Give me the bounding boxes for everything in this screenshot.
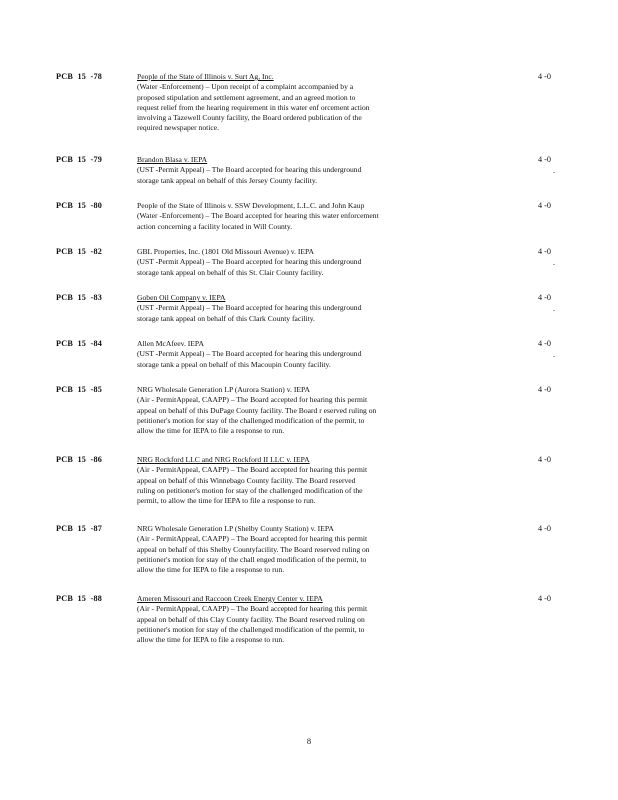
case-number: PCB 15 -79 bbox=[56, 155, 103, 164]
case-title: People of the State of Illinois v. SSW Development, L.L.C. and John Kaup bbox=[137, 201, 365, 210]
case-description-line: (UST -Permit Appeal) – The Board accepted for hearing this underground bbox=[137, 257, 362, 267]
case-description-line: (Air - PermitAppeal, CAAPP) – The Board accepted for hearing this permit bbox=[137, 465, 368, 475]
case-description-line: appeal on behalf of this Shelby Countyfacility. The Board reserved ruling on bbox=[137, 544, 370, 554]
case-title: NRG Wholesale Generation LP (Aurora Station) v. IEPA bbox=[137, 385, 311, 394]
vote-tally: 4 -0 bbox=[538, 155, 551, 164]
vote-tally: 4 -0 bbox=[538, 72, 551, 81]
vote-mark: . bbox=[553, 350, 555, 359]
case-description bbox=[137, 339, 457, 370]
vote-tally: 4 -0 bbox=[538, 201, 551, 210]
vote-tally: 4 -0 bbox=[538, 293, 551, 302]
vote-tally: 4 -0 bbox=[538, 339, 551, 348]
case-description-line: petitioner's motion for stay of the chall enged modification of the permit, to bbox=[137, 554, 367, 564]
case-number: PCB 15 -88 bbox=[56, 594, 103, 603]
vote-tally: 4 -0 bbox=[538, 594, 551, 603]
case-description-line: involving a Tazewell County facility, the Board ordered publication of the bbox=[137, 113, 362, 123]
case-description-line: appeal on behalf of this Winnebago County facility. The Board reserved bbox=[137, 475, 356, 485]
vote-tally: 4 -0 bbox=[538, 524, 551, 533]
case-description-line: (UST -Permit Appeal) – The Board accepted for hearing this underground bbox=[137, 349, 362, 359]
case-description-line: appeal on behalf of this Clay County facility. The Board reserved ruling on bbox=[137, 614, 365, 624]
vote-tally: 4 -0 bbox=[538, 455, 551, 464]
case-number: PCB 15 -84 bbox=[56, 339, 103, 348]
case-description-line: (Air - PermitAppeal, CAAPP) – The Board accepted for hearing this permit bbox=[137, 534, 368, 544]
case-description-line: (Water -Enforcement) – Upon receipt of a complaint accompanied by a bbox=[137, 82, 354, 92]
case-description-line: required newspaper notice. bbox=[137, 123, 220, 133]
case-description-line: petitioner's motion for stay of the challenged modification of the permit, to bbox=[137, 415, 365, 425]
case-description-line: proposed stipulation and settlement agreement, and an agreed motion to bbox=[137, 92, 356, 102]
case-description-line: request relief from the hearing requirement in this water enf orcement action bbox=[137, 102, 370, 112]
case-number: PCB 15 -78 bbox=[56, 72, 103, 81]
case-title: Goben Oil Company v. IEPA bbox=[137, 293, 226, 302]
case-description bbox=[137, 594, 457, 645]
case-description-line: appeal on behalf of this DuPage County facility. The Board r eserved ruling on bbox=[137, 405, 377, 415]
case-description-line: (UST -Permit Appeal) – The Board accepted for hearing this underground bbox=[137, 165, 362, 175]
vote-tally: 4 -0 bbox=[538, 385, 551, 394]
case-title: Brandon Blasa v. IEPA bbox=[137, 155, 208, 164]
case-description bbox=[137, 247, 457, 278]
case-description-line: allow the time for IEPA to file a response to run. bbox=[137, 635, 285, 645]
case-title: People of the State of Illinois v. Surt Ag, Inc. bbox=[137, 72, 274, 81]
case-description-line: storage tank appeal on behalf of this St. Clair County facility. bbox=[137, 267, 324, 277]
case-description-line: storage tank appeal on behalf of this Clark County facility. bbox=[137, 313, 315, 323]
case-description bbox=[137, 524, 457, 575]
case-title: Allen McAfeev. IEPA bbox=[137, 339, 204, 348]
case-title: NRG Wholesale Generation LP (Shelby County Station) v. IEPA bbox=[137, 524, 334, 533]
case-title: Ameren Missouri and Raccoon Creek Energy Center v. IEPA bbox=[137, 594, 323, 603]
case-description bbox=[137, 293, 457, 324]
case-description bbox=[137, 155, 457, 186]
case-description-line: storage tank a ppeal on behalf of this Macoupin County facility. bbox=[137, 359, 331, 369]
case-description bbox=[137, 455, 457, 506]
case-number: PCB 15 -82 bbox=[56, 247, 103, 256]
vote-mark: . bbox=[553, 304, 555, 313]
case-title: GBL Properties, Inc. (1801 Old Missouri Avenue) v. IEPA bbox=[137, 247, 315, 256]
vote-mark: . bbox=[553, 166, 555, 175]
case-description-line: ruling on petitioner's motion for stay of the challenged modification of the bbox=[137, 485, 363, 495]
case-description-line: allow the time for IEPA to file a response to run. bbox=[137, 426, 285, 436]
case-description-line: petitioner's motion for stay of the challenged modification of the permit, to bbox=[137, 624, 365, 634]
case-description-line: action concerning a facility located in Will County. bbox=[137, 221, 293, 231]
case-description-line: storage tank appeal on behalf of this Jersey County facility. bbox=[137, 175, 318, 185]
case-description bbox=[137, 72, 457, 134]
case-description bbox=[137, 201, 457, 232]
vote-tally: 4 -0 bbox=[538, 247, 551, 256]
case-title: NRG Rockford LLC and NRG Rockford II LLC v. IEPA bbox=[137, 455, 310, 464]
case-number: PCB 15 -87 bbox=[56, 524, 103, 533]
case-description-line: allow the time for IEPA to file a response to run. bbox=[137, 565, 285, 575]
case-description-line: (Air - PermitAppeal, CAAPP) – The Board accepted for hearing this permit bbox=[137, 604, 368, 614]
case-description-line: (UST -Permit Appeal) – The Board accepted for hearing this underground bbox=[137, 303, 362, 313]
case-description-line: (Air - PermitAppeal, CAAPP) – The Board accepted for hearing this permit bbox=[137, 395, 368, 405]
case-description-line: permit, to allow the time for IEPA to file a response to run. bbox=[137, 496, 316, 506]
case-number: PCB 15 -83 bbox=[56, 293, 103, 302]
case-number: PCB 15 -80 bbox=[56, 201, 103, 210]
page-number: 8 bbox=[306, 737, 312, 746]
case-number: PCB 15 -86 bbox=[56, 455, 103, 464]
case-description bbox=[137, 385, 457, 436]
vote-mark: . bbox=[553, 258, 555, 267]
case-description-line: (Water -Enforcement) – The Board accepted for hearing this water enforcement bbox=[137, 211, 379, 221]
case-number: PCB 15 -85 bbox=[56, 385, 103, 394]
